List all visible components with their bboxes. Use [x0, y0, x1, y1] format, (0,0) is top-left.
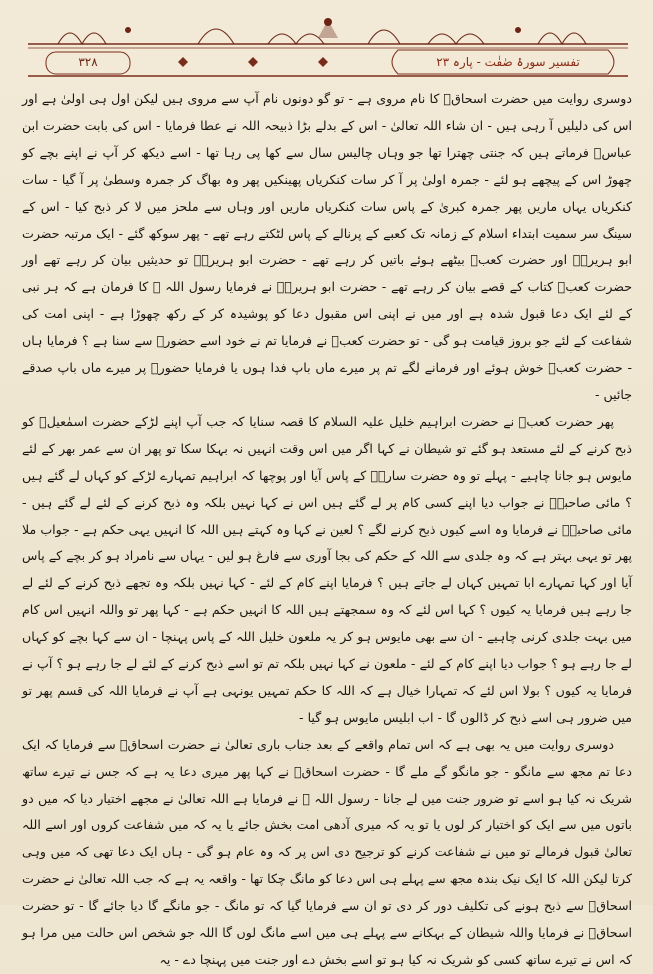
paragraph-2: پھر حضرت کعبؓ نے حضرت ابراہیم خلیل علیہ السلام کا قصہ سنایا کہ جب آپ اپنے لڑکے حضرت اسمٰعیلؑ کو ذبح کرنے کے لئے مستعد ہو گئے تو شیطان نے کہا اگر میں اس وقت انہیں نہ بہکا سکا تو پھر ان سے عمر بھر کے لئے مایوس ہو جانا چاہیے - پہلے تو وہ حضرت سارہؓ کے پاس آیا اور پوچھا کہ ابراہیم تمہارے لڑکے کو کہاں لے گئے ہیں ؟ مائی صاحبہؓ نے جواب دیا اپنے کسی کام پر لے گئے ہیں اس نے کہا نہیں بلکہ وہ ذبح کرنے کے لئے لے گئے ہیں - مائی صاحبہؓ نے فرمایا وہ اسے کیوں ذبح کرنے لگے ؟ لعین نے کہا وہ کہتے ہیں اللہ کا انہیں یہی حکم ہے - جواب ملا پھر تو یہی بہتر ہے کہ وہ جلدی سے اللہ کے حکم کی بجا آوری سے فارغ ہو لیں - یہاں سے نامراد ہو کر بچے کے پاس آیا اور کہا تمہارے ابا تمہیں کہاں لے جاتے ہیں ؟ فرمایا اپنے کام کے لئے - کہا نہیں بلکہ وہ تجھے ذبح کرنے کے لئے لے جا رہے ہیں فرمایا یہ کیوں ؟ کہا اس لئے کہ وہ سمجھتے ہیں اللہ کا انہیں حکم ہے - کہا پھر تو واللہ انہیں اس کام میں بہت جلدی کرنی چاہیے - ان سے بھی مایوس ہو کر یہ ملعون خلیل اللہ کے پاس پہنچا - ان سے کہا بچے کو کہاں لے جا رہے ہو ؟ جواب دیا اپنے کام کے لئے - ملعون نے کہا نہیں بلکہ تم تو اسے ذبح کرنے کے لئے لے جا رہے ہو ؟ آپ نے فرمایا یہ کیوں ؟ بولا اس لئے کہ تمہارا خیال ہے کہ اللہ کا حکم تمہیں یونہی ہے آپ نے فرمایا اللہ کی قسم پھر تو میں ضرور ہی اسے ذبح کر ڈالوں گا - اب ابلیس مایوس ہو گیا -: [22, 413, 632, 725]
running-title: تفسیر سورۂ صٰفٰت - پارہ ۲۳: [436, 55, 580, 69]
body-text: [22, 86, 632, 967]
paragraph-3: دوسری روایت میں یہ بھی ہے کہ اس تمام واقعے کے بعد جناب باری تعالیٰ نے حضرت اسحاقؑ سے فرمایا کہ ایک دعا تم مجھ سے مانگو - جو مانگو گے ملے گا - حضرت اسحاقؑ نے کہا پھر میری دعا یہ ہے کہ جس نے تیرے ساتھ شریک نہ کیا ہو اسے تو ضرور جنت میں لے جانا - رسول اللہ ﷺ نے فرمایا ہے اللہ تعالیٰ نے مجھے اختیار دیا کہ میں دو باتوں میں سے ایک کو اختیار کر لوں یا تو یہ کہ میری آدھی امت بخش جائے یا یہ کہ میں شفاعت کروں اور اسے اللہ تعالیٰ قبول فرمالے تو میں نے شفاعت کرنے کو ترجیح دی اس پر کہ وہ عام ہو گی - ہاں ایک دعا تھی کہ میں وہی کرتا لیکن اللہ کا ایک نیک بندہ مجھ سے پہلے ہی اس دعا کو مانگ چکا تھا - واقعہ یہ ہے کہ جب اللہ تعالیٰ نے حضرت اسحاقؑ سے ذبح ہونے کی تکلیف دور کر دی تو ان سے فرمایا گیا کہ تو مانگ - جو مانگے گا دیا جائے گا - تو حضرت اسحاقؑ نے فرمایا واللہ شیطان کے بہکانے سے پہلے ہی میں اسے مانگ لوں گا اللہ جو شخص اس حالت میں مرا ہو کہ اس نے تیرے ساتھ کسی کو شریک نہ کیا ہو تو اسے بخش دے اور جنت میں پہنچا دے - یہ: [22, 736, 632, 967]
page-header: [18, 8, 638, 78]
page-number: ۳۲۸: [78, 55, 98, 69]
paragraph-1: دوسری روایت میں حضرت اسحاقؑ کا نام مروی ہے - تو گو دونوں نام آپ سے مروی ہیں لیکن اول ہی اولیٰ ہے اور اس کی دلیلیں آ رہی ہیں - ان شاء اللہ تعالیٰ - اس کے بدلے بڑا ذبیحہ اللہ نے عطا فرمایا - اس کی بابت حضرت ابن عباسؓ فرماتے ہیں کہ جنتی چھترا تھا جو وہاں چالیس سال سے کھا پی رہا تھا - اسے دیکھ کر آپ نے اپنے بچے کو چھوڑ اس کے پیچھے ہو لئے - جمرہ اولیٰ پر آ کر سات کنکریاں پھینکیں پھر وہ بھاگ کر جمرہ وسطیٰ پر آ گیا - سات کنکریاں یہاں ماریں پھر جمرہ کبریٰ کے پاس سات کنکریاں ماریں اور وہاں سے ملحز میں لا کر ذبح کیا - اس کے سینگ سر سمیت ابتداء اسلام کے زمانہ تک کعبے کے پرنالے کے پاس لٹکتے رہے تھے - پھر سوکھ گئے - ایک مرتبہ حضرت ابو ہریرہؓ اور حضرت کعبؓ بیٹھے ہوئے باتیں کر رہے تھے - حضرت ابو ہریرہؓ تو حدیثیں بیان کر رہے تھے اور حضرت کعبؓ کتاب کے قصے بیان کر رہے تھے - حضرت ابو ہریرہؓ نے فرمایا رسول اللہ ﷺ کا فرمان ہے کہ ہر نبی کے لئے ایک دعا قبول شدہ ہے اور میں نے اپنی اس مقبول دعا کو پوشیدہ کر کے رکھ چھوڑا ہے - اپنی امت کی شفاعت کے لئے جو بروز قیامت ہو گی - تو حضرت کعبؓ نے فرمایا تم نے خود اسے حضورؐ سے سنا ہے ؟ فرمایا ہاں - حضرت کعبؓ خوش ہوئے اور فرمانے لگے تم پر میرے ماں باپ فدا ہوں یا فرمایا حضورؐ پر میرے ماں باپ صدقے جائیں -: [22, 91, 632, 402]
